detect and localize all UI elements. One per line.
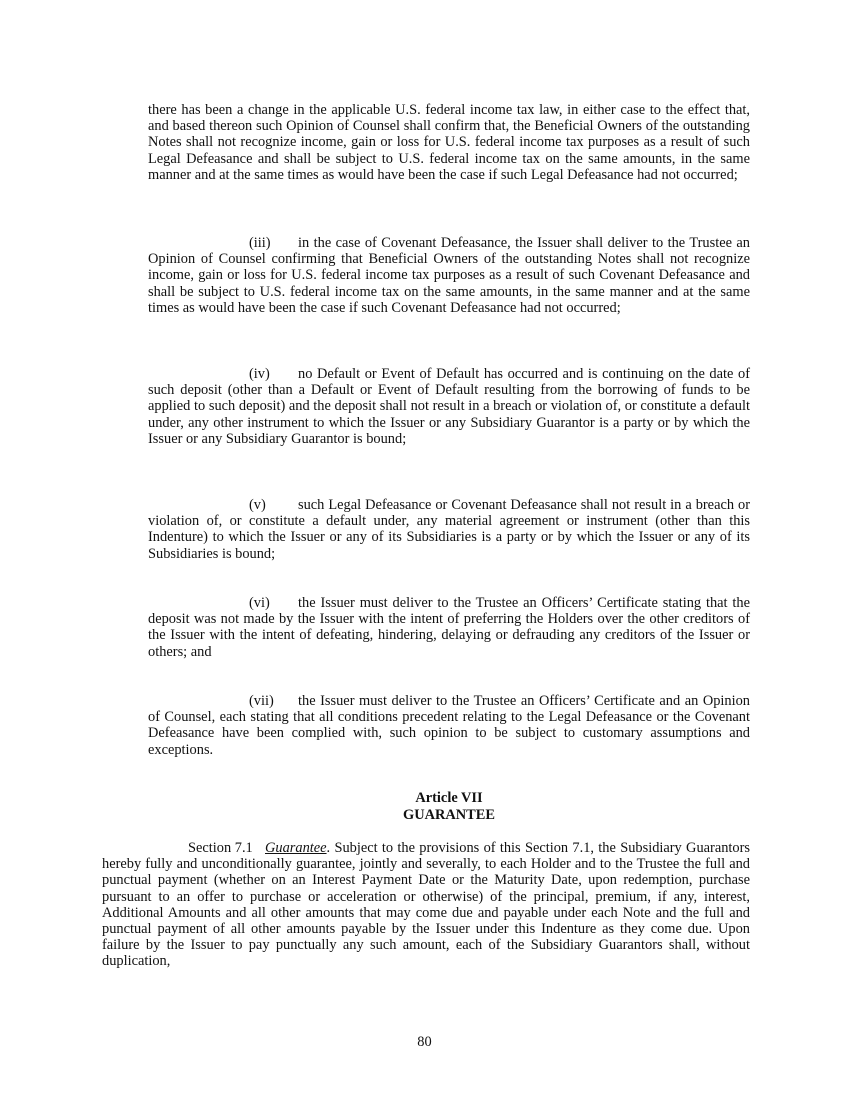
clause-vi-label: (vi) bbox=[249, 595, 270, 611]
clause-vii-label: (vii) bbox=[249, 693, 274, 709]
clause-iv-label: (iv) bbox=[249, 366, 270, 382]
clause-v-text: such Legal Defeasance or Covenant Defeasance shall not result in a breach or violation of, or constitute a default under, any material agreement or instrument (other than this Indenture) to which the Issuer or any of its Subsidiaries is a party or by which the Issuer or any of its Subsidiaries is bound; bbox=[148, 497, 750, 562]
clause-vi bbox=[148, 595, 750, 660]
continuation-paragraph: there has been a change in the applicable U.S. federal income tax law, in either case to the effect that, and based thereon such Opinion of Counsel shall confirm that, the Beneficial Owners of the outstanding Notes shall not recognize income, gain or loss for U.S. federal income tax purposes as a result of such Legal Defeasance and shall be subject to U.S. federal income tax on the same amounts, in the same manner and at the same times as would have been the case if such Legal Defeasance had not occurred; bbox=[148, 102, 750, 183]
clause-iv bbox=[148, 366, 750, 447]
page-number: 80 bbox=[417, 1034, 432, 1050]
section-7-1 bbox=[102, 840, 750, 970]
clause-iv-text: no Default or Event of Default has occurred and is continuing on the date of such deposit (other than a Default or Event of Default resulting from the borrowing of funds to be applied to such deposit) and the deposit shall not result in a breach or violation of, or constitute a default under, any other instrument to which the Issuer or any Subsidiary Guarantor is a party or by which the Issuer or any Subsidiary Guarantor is bound; bbox=[148, 366, 750, 447]
clause-v bbox=[148, 497, 750, 562]
clause-vii bbox=[148, 693, 750, 758]
clause-iii-text: in the case of Covenant Defeasance, the Issuer shall deliver to the Trustee an Opinion of Counsel confirming that Beneficial Owners of the outstanding Notes shall not recognize income, gain or loss for U.S. federal income tax purposes as a result of such Covenant Defeasance and shall be subject to U.S. federal income tax on the same amounts, in the same manner and at the same times as would have been the case if such Covenant Defeasance had not occurred; bbox=[148, 235, 750, 316]
article-title: GUARANTEE bbox=[403, 807, 495, 823]
clause-v-label: (v) bbox=[249, 497, 266, 513]
clause-iii-label: (iii) bbox=[249, 235, 271, 251]
clause-iii bbox=[148, 235, 750, 316]
clause-vii-text: the Issuer must deliver to the Trustee an Officers’ Certificate and an Opinion of Counsel, each stating that all conditions precedent relating to the Legal Defeasance or the Covenant Defeasance have been complied with, such opinion to be subject to customary assumptions and exceptions. bbox=[148, 693, 750, 758]
clause-vi-text: the Issuer must deliver to the Trustee an Officers’ Certificate stating that the deposit was not made by the Issuer with the intent of preferring the Holders over the other creditors of the Issuer with the intent of defeating, hindering, delaying or defrauding any creditors of the Issuer or others; and bbox=[148, 595, 750, 660]
article-heading: Article VII bbox=[415, 790, 483, 806]
section-text: . Subject to the provisions of this Section 7.1, the Subsidiary Guarantors hereby fully and unconditionally guarantee, jointly and severally, to each Holder and to the Trustee the full and punctual payment (whether on an Interest Payment Date or the Maturity Date, upon redemption, purchase pursuant to an offer to purchase or acceleration or otherwise) of the principal, premium, if any, interest, Additional Amounts and all other amounts that may come due and payable under each Note and the full and punctual payment of all other amounts payable by the Issuer under this Indenture as they come due. Upon failure by the Issuer to pay punctually any such amount, each of the Subsidiary Guarantors shall, without duplication, bbox=[102, 840, 750, 970]
section-number: Section 7.1 bbox=[188, 840, 253, 856]
section-title: Guarantee bbox=[265, 840, 327, 856]
